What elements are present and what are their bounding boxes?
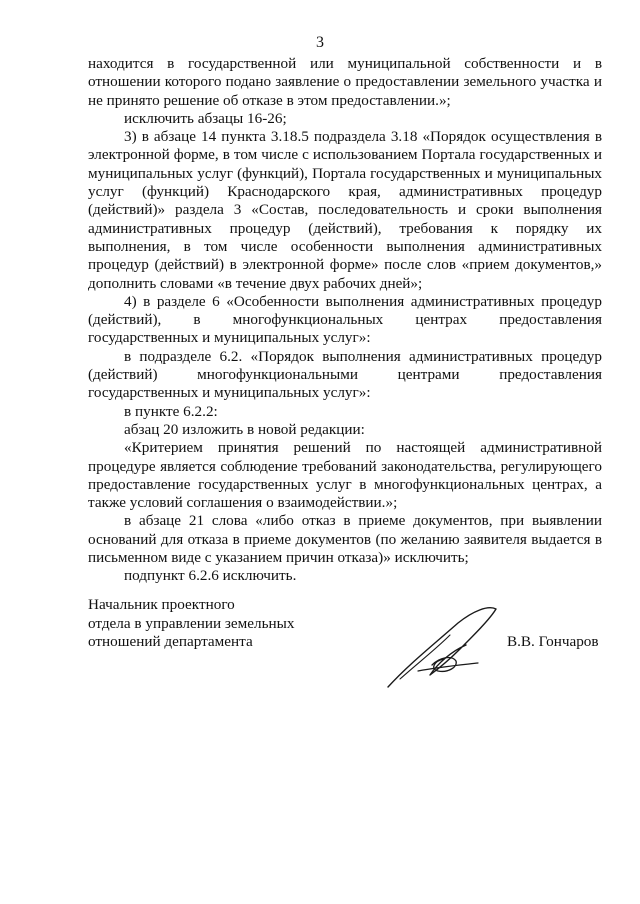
- paragraph-subpoint-6-2-6: подпункт 6.2.6 исключить.: [124, 567, 297, 585]
- paragraph-abzac-20: абзац 20 изложить в новой редакции:: [124, 420, 365, 438]
- handwritten-signature: [378, 605, 508, 695]
- paragraph-abzac-21: в абзаце 21 слова «либо отказ в приеме документов, при выявлении оснований для отказа в приеме документов (по желанию заявителя выдается в письменном виде с указанием причин отказа)» исключить;: [88, 512, 602, 567]
- paragraph-new-edition-quote: «Критерием принятия решений по настоящей административной процедуре является соблюдение требований законодательства, регулирующего предоставление государственных услуг в многофункциональных центрах, а также условий соглашения о взаимодействии.»;: [88, 439, 602, 512]
- document-body: [88, 55, 602, 586]
- paragraph-item-3: 3) в абзаце 14 пункта 3.18.5 подраздела 3.18 «Порядок осуществления в электронной форме, в том числе с использованием Портала государственных и муниципальных услуг (функций), Портала государственных и муниципальных услуг (функций) Краснодарского края, административных процедур (действий)» раздела 3 «Состав, последовательность и сроки выполнения административных процедур (действий), требования к порядку их выполнения, в том числе особенности выполнения административных процедур (действий) в электронной форме» после слов «прием документов,» дополнить словами «в течение двух рабочих дней»;: [88, 128, 602, 292]
- signer-position-line: отношений департамента: [88, 633, 253, 650]
- signer-position: [88, 596, 294, 652]
- paragraph-point-6-2-2: в пункте 6.2.2:: [124, 402, 218, 420]
- paragraph-continuation: находится в государственной или муниципальной собственности и в отношении которого подано заявление о предоставлении земельного участка и не принято решение об отказе в этом предоставлении.»;: [88, 55, 602, 109]
- signer-position-line: Начальник проектного: [88, 596, 235, 613]
- paragraph-subsection-6-2: в подразделе 6.2. «Порядок выполнения административных процедур (действий) многофункциональными центрами предоставления государственных и муниципальных услуг»:: [88, 347, 602, 402]
- paragraph-exclude-16-26: исключить абзацы 16-26;: [124, 109, 287, 127]
- paragraph-item-4: 4) в разделе 6 «Особенности выполнения административных процедур (действий), в многофункциональных центрах предоставления государственных и муниципальных услуг»:: [88, 292, 602, 347]
- signer-name: В.В. Гончаров: [507, 633, 599, 650]
- page-number: 3: [316, 34, 324, 51]
- signer-position-line: отдела в управлении земельных: [88, 614, 295, 632]
